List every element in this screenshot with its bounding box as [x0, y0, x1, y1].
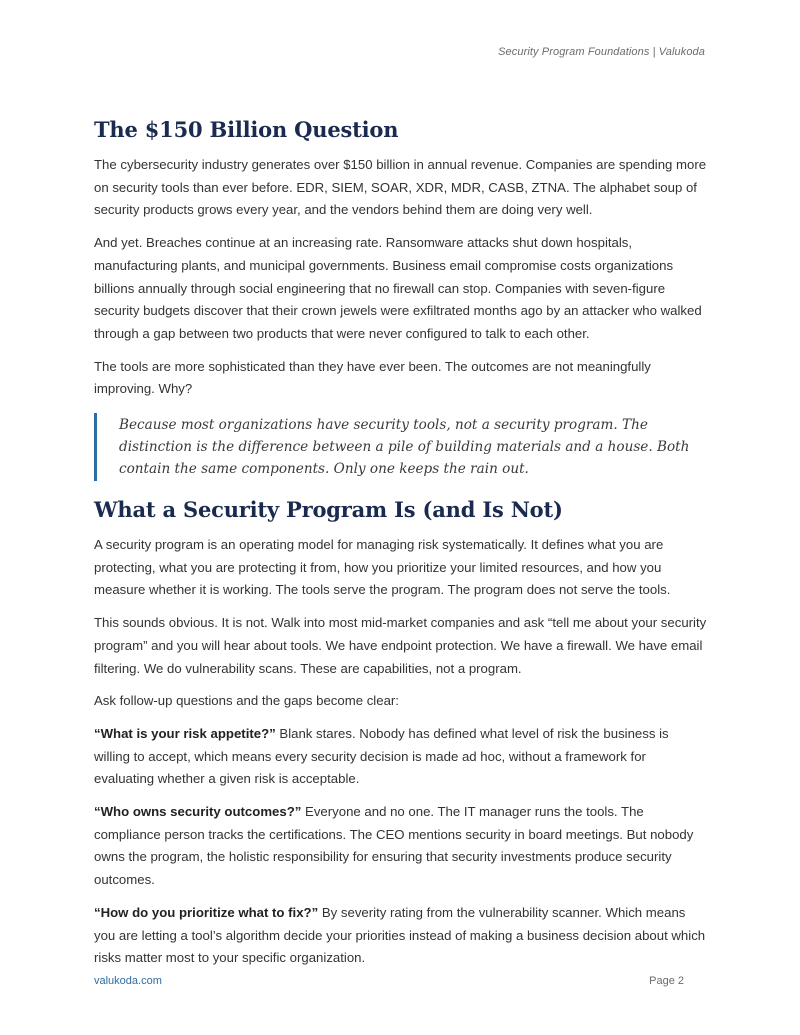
- question-prioritize: [94, 902, 708, 970]
- question-label: “What is your risk appetite?”: [94, 725, 276, 741]
- question-answer: Everyone and no one. The IT manager runs the tools. The compliance person tracks the certifications. The CEO mentions security in board meetings. But nobody owns the program, the holistic responsibility for ensuring that security investments produce security outcomes.: [94, 804, 694, 888]
- pull-quote-text: Because most organizations have security tools, not a security program. The distinction is the difference between a pile of building materials and a house. Both contain the same components. Only one keeps the rain out.: [119, 417, 690, 478]
- footer-page-number: Page 2: [649, 975, 684, 987]
- paragraph: And yet. Breaches continue at an increasing rate. Ransomware attacks shut down hospitals, manufacturing plants, and municipal governments. Business email compromise costs organizations billions annually through social engineering that no firewall can stop. Companies with seven-figure security budgets discover that their crown jewels were exfiltrated months ago by an attacker who walked through a gap between two products that were never configured to talk to each other.: [94, 235, 702, 341]
- running-header: Security Program Foundations | Valukoda: [498, 46, 705, 58]
- section-heading-billion-question: The $150 Billion Question: [94, 117, 399, 142]
- paragraph: A security program is an operating model for managing risk systematically. It defines what you are protecting, what you are protecting it from, how you prioritize your limited resources, and how you measure whether it is working. The tools serve the program. The program does not serve the tools.: [94, 537, 671, 598]
- paragraph: Ask follow-up questions and the gaps become clear:: [94, 693, 399, 709]
- paragraph: The tools are more sophisticated than they have ever been. The outcomes are not meaningfully improving. Why?: [94, 358, 651, 397]
- pull-quote: [94, 413, 708, 481]
- question-answer: Blank stares. Nobody has defined what level of risk the business is willing to accept, which means every security decision is made ad hoc, without a framework for evaluating whether a given risk is acceptable.: [94, 725, 669, 787]
- question-risk-appetite: [94, 723, 708, 791]
- paragraph: The cybersecurity industry generates over $150 billion in annual revenue. Companies are spending more on security tools than ever before. EDR, SIEM, SOAR, XDR, MDR, CASB, ZTNA. The alphabet soup of security products grows every year, and the vendors behind them are doing very well.: [94, 157, 707, 218]
- page-content: [94, 116, 708, 980]
- footer-site-link[interactable]: valukoda.com: [94, 975, 162, 987]
- question-security-owner: [94, 801, 708, 892]
- paragraph: This sounds obvious. It is not. Walk into most mid-market companies and ask “tell me about your security program” and you will hear about tools. We have endpoint protection. We have a firewall. We have email filtering. We do vulnerability scans. These are capabilities, not a program.: [94, 615, 707, 676]
- question-label: “How do you prioritize what to fix?”: [94, 904, 319, 920]
- section-heading-security-program: What a Security Program Is (and Is Not): [94, 497, 563, 523]
- question-answer: By severity rating from the vulnerability scanner. Which means you are letting a tool’s algorithm decide your priorities instead of making a business decision about which risks matter most to your specific organization.: [94, 904, 706, 966]
- question-label: “Who owns security outcomes?”: [94, 804, 302, 820]
